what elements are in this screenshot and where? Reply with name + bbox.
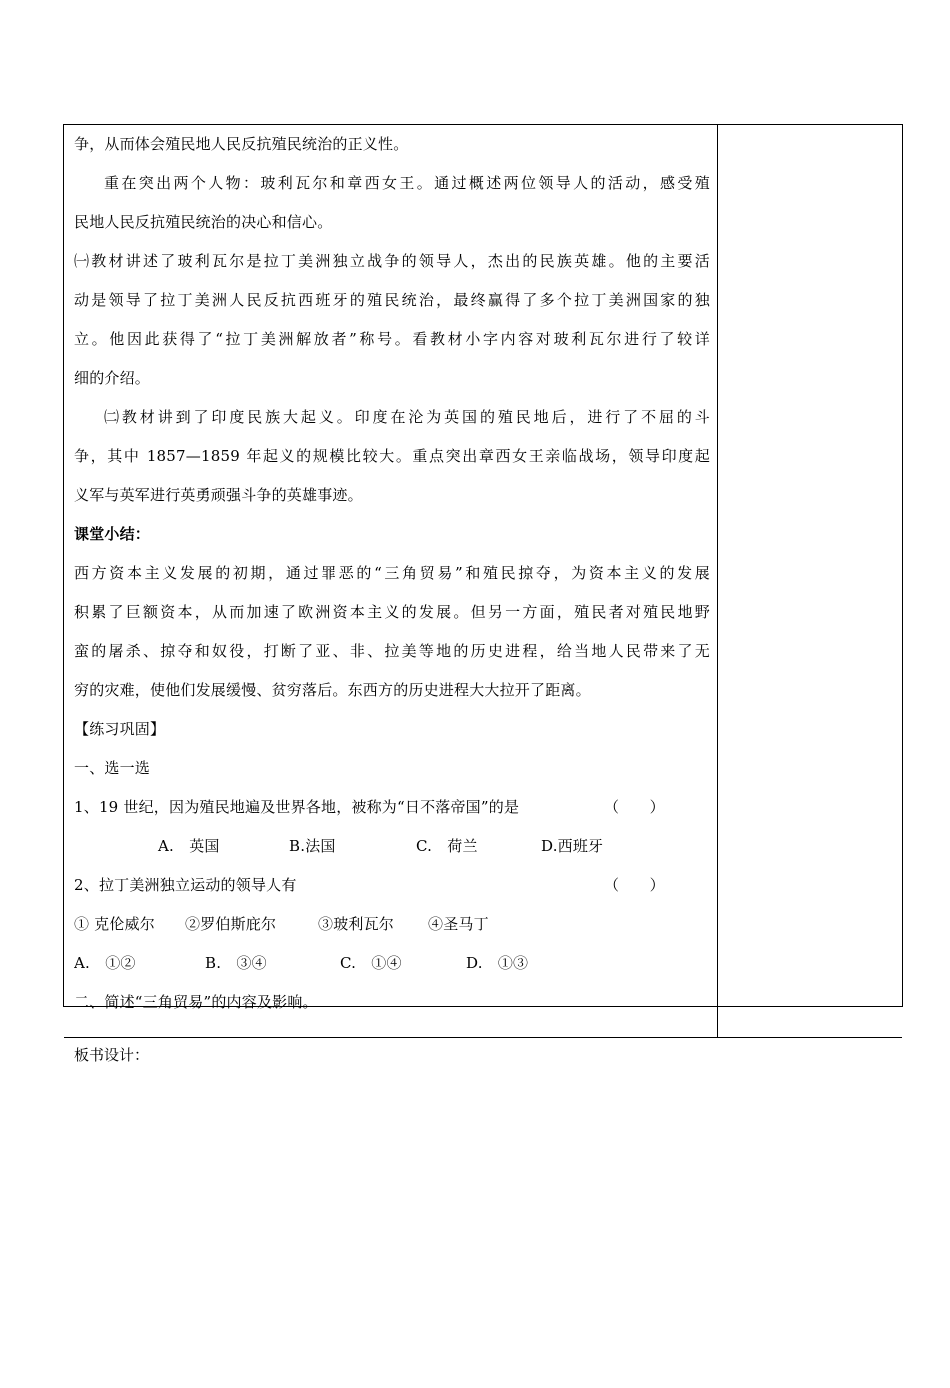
lesson-table (63, 124, 903, 1064)
question-2-answer-blank: （ ） (604, 876, 665, 894)
q2-option-d: D. ①③ (466, 954, 529, 972)
exercise-heading: 【练习巩固】 (74, 720, 166, 738)
lesson-text (74, 125, 710, 1022)
focus-line-1: 重在突出两个人物：玻利瓦尔和章西女王。通过概述两位领导人的活动，感受殖 (104, 174, 710, 192)
column-divider (717, 125, 718, 1037)
focus-line-2: 民地人民反抗殖民统治的决心和信心。 (74, 213, 333, 231)
question-1 (74, 788, 710, 827)
intro-line: 争，从而体会殖民地人民反抗殖民统治的正义性。 (74, 135, 409, 153)
part-one-line-3: 立。他因此获得了“拉丁美洲解放者”称号。看教材小字内容对玻利瓦尔进行了较详 (74, 330, 710, 348)
q1-option-b: B.法国 (289, 837, 336, 855)
q2-item-1: ① 克伦威尔 (74, 915, 155, 933)
q1-option-d: D.西班牙 (541, 837, 604, 855)
question-1-text: 1、19 世纪，因为殖民地遍及世界各地，被称为“日不落帝国”的是 (74, 798, 520, 816)
summary-line-1: 西方资本主义发展的初期，通过罪恶的“三角贸易”和殖民掠夺，为资本主义的发展 (74, 564, 710, 582)
q1-option-c: C. 荷兰 (416, 837, 478, 855)
question-2-text: 2、拉丁美洲独立运动的领导人有 (74, 876, 297, 894)
question-1-answer-blank: （ ） (604, 798, 665, 816)
section-choose-heading: 一、选一选 (74, 759, 151, 777)
part-one-line-1: ㈠教材讲述了玻利瓦尔是拉丁美洲独立战争的领导人，杰出的民族英雄。他的主要活 (74, 252, 710, 270)
part-two-line-1: ㈡教材讲到了印度民族大起义。印度在沦为英国的殖民地后，进行了不屈的斗 (104, 408, 710, 426)
q2-option-a: A. ①② (74, 954, 136, 972)
summary-line-2: 积累了巨额资本，从而加速了欧洲资本主义的发展。但另一方面，殖民者对殖民地野 (74, 603, 710, 621)
board-design-cell (64, 1038, 902, 1388)
question-2 (74, 866, 710, 905)
summary-line-4: 穷的灾难，使他们发展缓慢、贫穷落后。东西方的历史进程大大拉开了距离。 (74, 681, 591, 699)
part-one-line-4: 细的介绍。 (74, 369, 151, 387)
question-2-options (74, 944, 710, 983)
part-one-line-2: 动是领导了拉丁美洲人民反抗西班牙的殖民统治，最终赢得了多个拉丁美洲国家的独 (74, 291, 710, 309)
q2-item-4: ④圣马丁 (428, 915, 489, 933)
summary-heading: 课堂小结： (74, 525, 151, 543)
question-2-items (74, 905, 710, 944)
section-brief-heading: 二、简述“三角贸易”的内容及影响。 (74, 993, 318, 1011)
summary-line-3: 蛮的屠杀、掠夺和奴役，打断了亚、非、拉美等地的历史进程，给当地人民带来了无 (74, 642, 710, 660)
part-two-line-2: 争，其中 1857—1859 年起义的规模比较大。重点突出章西女王亲临战场，领导印度起 (74, 447, 710, 465)
question-1-options (74, 827, 710, 866)
q2-option-b: B. ③④ (205, 954, 267, 972)
q2-item-2: ②罗伯斯庇尔 (185, 915, 277, 933)
q2-option-c: C. ①④ (340, 954, 402, 972)
q2-item-3: ③玻利瓦尔 (318, 915, 395, 933)
board-design-label: 板书设计： (74, 1046, 150, 1064)
q1-option-a: A. 英国 (158, 837, 220, 855)
lesson-content-cell (64, 125, 717, 1037)
part-two-line-3: 义军与英军进行英勇顽强斗争的英雄事迹。 (74, 486, 363, 504)
